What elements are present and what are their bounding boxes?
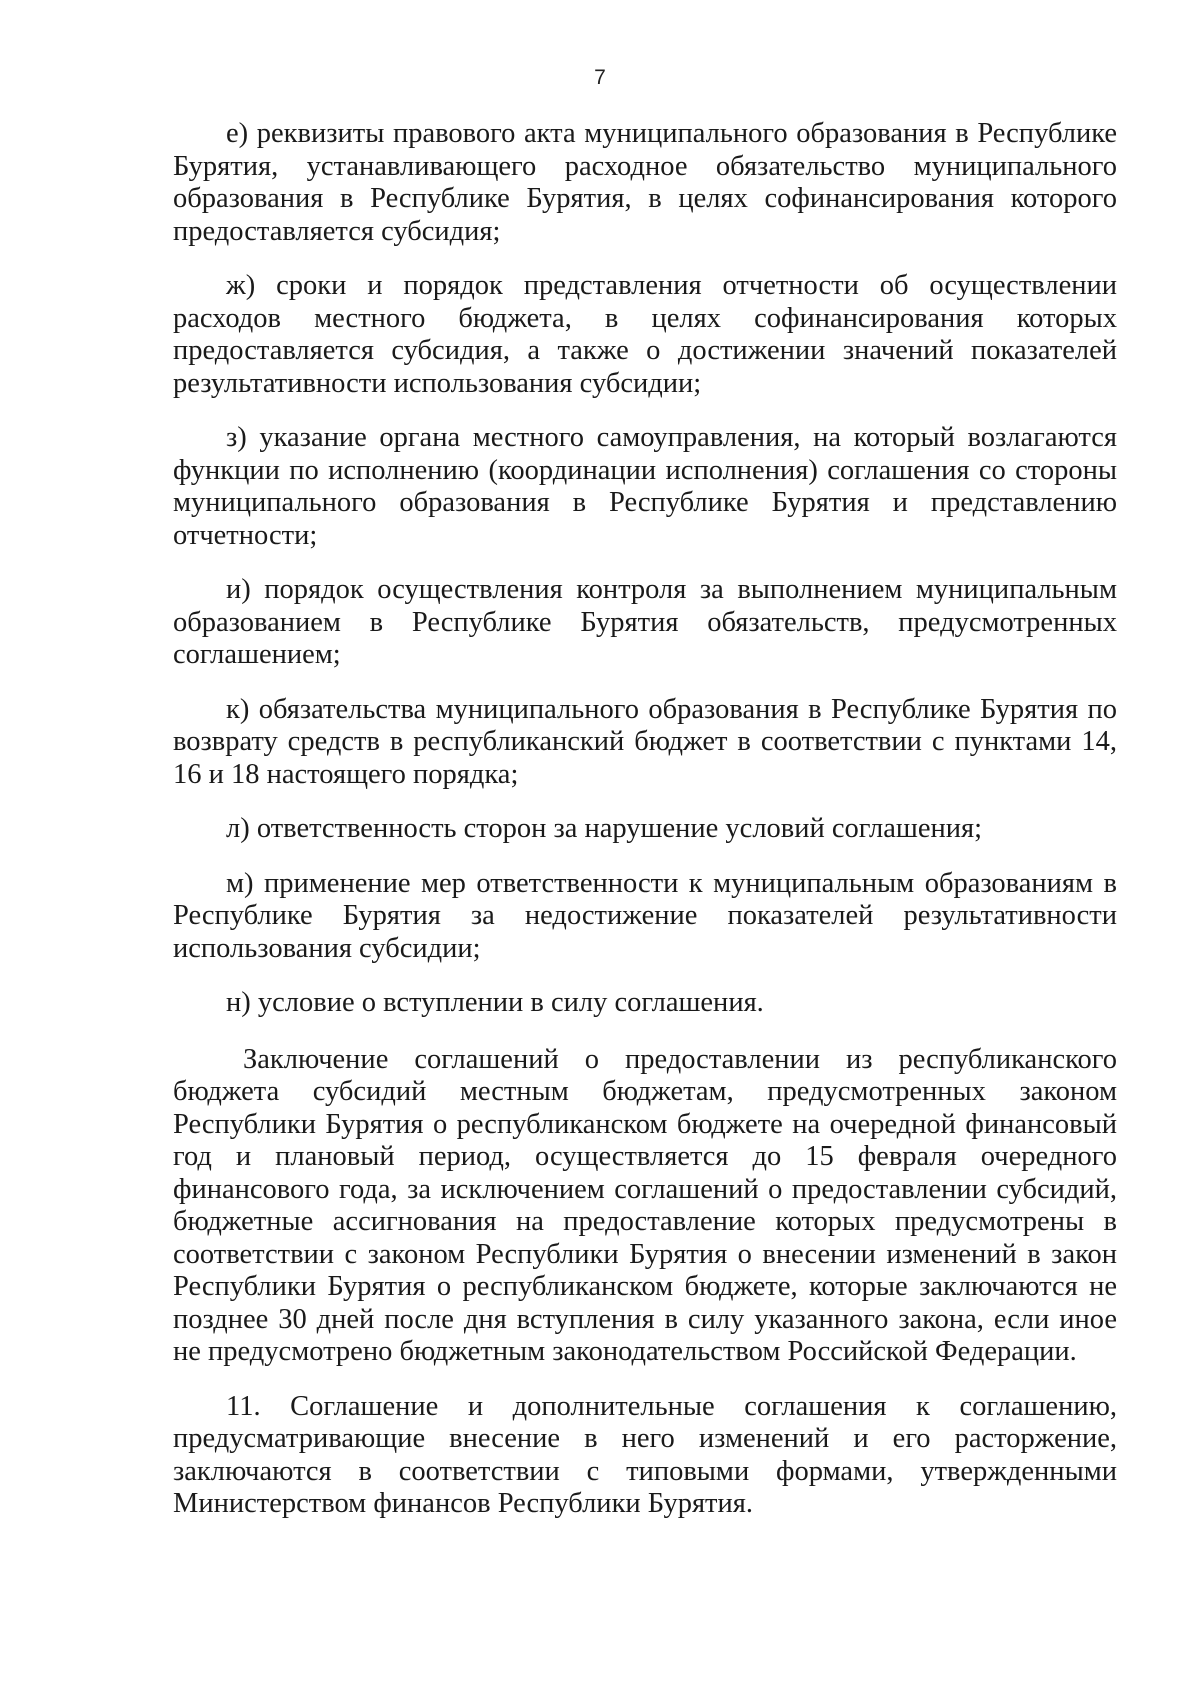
paragraph-k: к) обязательства муниципального образования в Республике Бурятия по возврату средств в республиканский бюджет в соответствии с пунктами 14, 16 и 18 настоящего порядка;: [173, 693, 1117, 790]
paragraph-11: 11. Соглашение и дополнительные соглашения к соглашению, предусматривающие внесение в него изменений и его расторжение, заключаются в соответствии с типовыми формами, утвержденными Министерством финансов Республики Бурятия.: [173, 1390, 1117, 1519]
document-body: [173, 118, 1117, 1543]
paragraph-zh: ж) сроки и порядок представления отчетности об осуществлении расходов местного бюджета, в целях софинансирования которых предоставляется субсидия, а также о достижении значений показателей результативности использования субсидии;: [173, 270, 1117, 399]
paragraph-i: и) порядок осуществления контроля за выполнением муниципальным образованием в Республике Бурятия обязательств, предусмотренных соглашением;: [173, 574, 1117, 670]
paragraph-agreement-conclusion: Заключение соглашений о предоставлении из республиканского бюджета субсидий местным бюджетам, предусмотренных законом Республики Бурятия о республиканском бюджете на очередной финансовый год и плановый период, осуществляется до 15 февраля очередного финансового года, за исключением соглашений о предоставлении субсидий, бюджетные ассигнования на предоставление которых предусмотрены в соответствии с законом Республики Бурятия о внесении изменений в закон Республики Бурятия о республиканском бюджете, которые заключаются не позднее 30 дней после дня вступления в силу указанного закона, если иное не предусмотрено бюджетным законодательством Российской Федерации.: [173, 1043, 1117, 1367]
paragraph-m: м) применение мер ответственности к муниципальным образованиям в Республике Бурятия за недостижение показателей результативности использования субсидии;: [173, 867, 1117, 964]
paragraph-n: н) условие о вступлении в силу соглашения.: [226, 987, 764, 1018]
paragraph-l: л) ответственность сторон за нарушение условий соглашения;: [226, 813, 983, 844]
paragraph-z: з) указание органа местного самоуправления, на который возлагаются функции по исполнению (координации исполнения) соглашения со стороны муниципального образования в Республике Бурятия и представлению отчетности;: [173, 422, 1117, 551]
page-number: 7: [594, 66, 606, 89]
paragraph-e: е) реквизиты правового акта муниципального образования в Республике Бурятия, устанавливающего расходное обязательство муниципального образования в Республике Бурятия, в целях софинансирования которого предоставляется субсидия;: [173, 118, 1117, 247]
